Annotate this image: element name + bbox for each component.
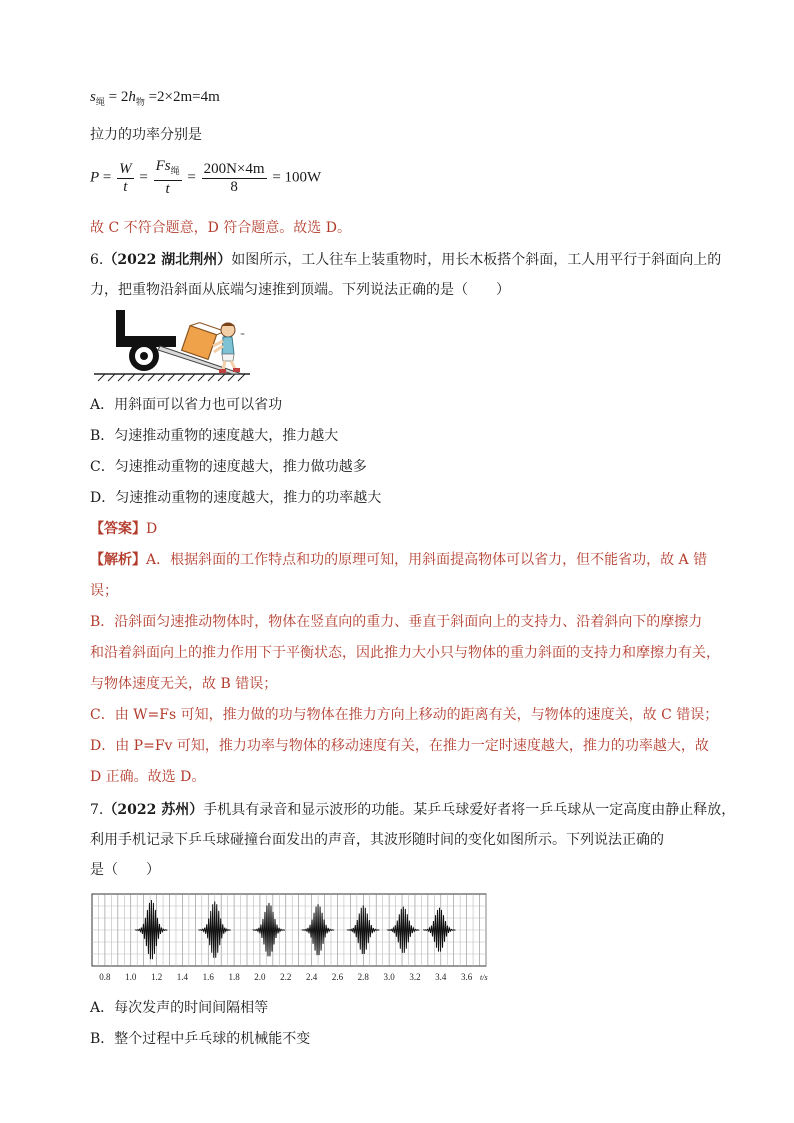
fraction-w-over-t — [117, 161, 134, 196]
q6-analysis-line5: 与物体速度无关，故 B 错误； — [90, 676, 278, 692]
var-s: s — [90, 89, 96, 105]
sound-waveform-chart — [90, 892, 496, 986]
eq-result: =2×2m=4m — [144, 89, 220, 105]
calc-conclusion: 故 C 不符合题意，D 符合题意。故选 D。 — [90, 220, 351, 236]
truck-post — [116, 310, 125, 338]
x-tick-label: 1.4 — [176, 972, 189, 982]
sub-object: 物 — [135, 97, 145, 107]
answer-tag: 【答案】 — [90, 521, 146, 537]
x-tick-label: 2.8 — [357, 972, 369, 982]
frac-num — [154, 158, 182, 181]
x-tick-label: 2.6 — [331, 972, 344, 982]
q6-analysis-line7: D．由 P=Fv 可知，推力功率与物体的移动速度有关，在推力一定时速度越大，推力的功率越大，故 — [90, 738, 709, 754]
q7-stem-line2: 利用手机记录下乒乓球碰撞台面发出的声音，其波形随时间的变化如图所示。下列说法正确的 — [90, 832, 664, 848]
x-tick-labels — [99, 972, 472, 982]
x-tick-label: 3.6 — [460, 972, 473, 982]
x-tick-label: 0.8 — [99, 972, 111, 982]
fraction-fs-over-t — [154, 158, 182, 198]
q7-source: （2022 苏州） — [103, 802, 204, 818]
q6-stem-line1 — [90, 250, 721, 270]
x-tick-label: 2.4 — [305, 972, 318, 982]
q6-source: （2022 湖北荆州） — [103, 252, 232, 268]
x-tick-label: 3.4 — [435, 972, 447, 982]
fraction-numeric — [202, 161, 267, 196]
x-axis-label: t/s — [480, 973, 488, 982]
answer-value: D — [146, 521, 158, 537]
x-tick-label: 1.0 — [125, 972, 137, 982]
q7-stem-line3: 是（ ） — [90, 862, 160, 878]
power-equation: P = $\frac{W}{t}$ = $\frac{Fs_绳}{t}$ = $\frac{200N\times 4m}{8}$ = 100W — [90, 158, 322, 197]
x-tick-label: 2.0 — [254, 972, 266, 982]
analysis-text: A．根据斜面的工作特点和功的原理可知，用斜面提高物体可以省力，但不能省功，故 A 错 — [146, 552, 708, 568]
frac-den: t — [123, 178, 128, 195]
sub-rope: 绳 — [95, 97, 105, 107]
q6-analysis-line6: C．由 W=Fs 可知，推力做的功与物体在推力方向上移动的距离有关，与物体的速度关，故 C 错误； — [90, 707, 719, 723]
q7-option-a: A．每次发声的时间间隔相等 — [90, 1000, 269, 1016]
frac-num-text: Fs — [155, 158, 171, 174]
q6-analysis-line4: 和沿着斜面向上的推力作用下于平衡状态，因此推力大小只与物体的重力斜面的支持力和摩擦力有关， — [90, 645, 720, 661]
q6-option-b: B．匀速推动重物的速度越大，推力越大 — [90, 428, 339, 444]
svg-text:≈: ≈ — [240, 331, 246, 338]
q6-stem-line2: 力，把重物沿斜面从底端匀速推到顶端。下列说法正确的是（ ） — [90, 282, 510, 298]
x-tick-label: 1.8 — [228, 972, 240, 982]
q6-stem-text: 如图所示，工人往车上装重物时，用长木板搭个斜面，工人用平行于斜面向上的 — [231, 252, 722, 268]
q7-number: 7. — [90, 802, 104, 818]
frac-num-sub: 绳 — [170, 166, 180, 176]
q7-stem-line1 — [90, 800, 735, 820]
frac-den: 8 — [230, 178, 238, 195]
var-h: h — [128, 89, 136, 105]
q6-analysis-line8: D 正确。故选 D。 — [90, 769, 206, 785]
q6-analysis-line1 — [90, 550, 707, 570]
q6-analysis-line2: 误； — [90, 583, 118, 599]
frac-num: 200N×4m — [203, 160, 265, 177]
q7-option-b: B．整个过程中乒乓球的机械能不变 — [90, 1031, 311, 1047]
x-tick-label: 1.6 — [202, 972, 214, 982]
ground-hatching — [98, 374, 245, 381]
q6-answer — [90, 519, 157, 539]
power-intro: 拉力的功率分别是 — [90, 127, 202, 143]
frac-num: W — [119, 160, 132, 177]
q6-option-c: C．匀速推动重物的速度越大，推力做功越多 — [90, 459, 367, 475]
analysis-tag: 【解析】 — [90, 552, 146, 568]
x-tick-label: 1.2 — [150, 972, 163, 982]
q6-number: 6. — [90, 252, 104, 268]
x-tick-label: 2.2 — [280, 972, 292, 982]
eq-part: = 2 — [104, 89, 129, 105]
q6-analysis-line3: B．沿斜面匀速推动物体时，物体在竖直向的重力、垂直于斜面向上的支持力、沿着斜向下的摩擦力 — [90, 614, 703, 630]
rope-distance-equation — [90, 87, 220, 112]
x-tick-label: 3.2 — [409, 972, 421, 982]
q7-stem-text: 手机具有录音和显示波形的功能。某乒乓球爱好者将一乒乓球从一定高度由静止释放， — [203, 802, 736, 818]
q6-option-d: D．匀速推动重物的速度越大，推力的功率越大 — [90, 490, 382, 506]
frac-den: t — [165, 181, 170, 197]
x-tick-label: 3.0 — [383, 972, 395, 982]
q6-option-a: A．用斜面可以省力也可以省功 — [90, 397, 283, 413]
power-result: = 100W — [272, 169, 322, 186]
incline-figure — [92, 306, 252, 382]
var-p: P — [90, 169, 100, 186]
